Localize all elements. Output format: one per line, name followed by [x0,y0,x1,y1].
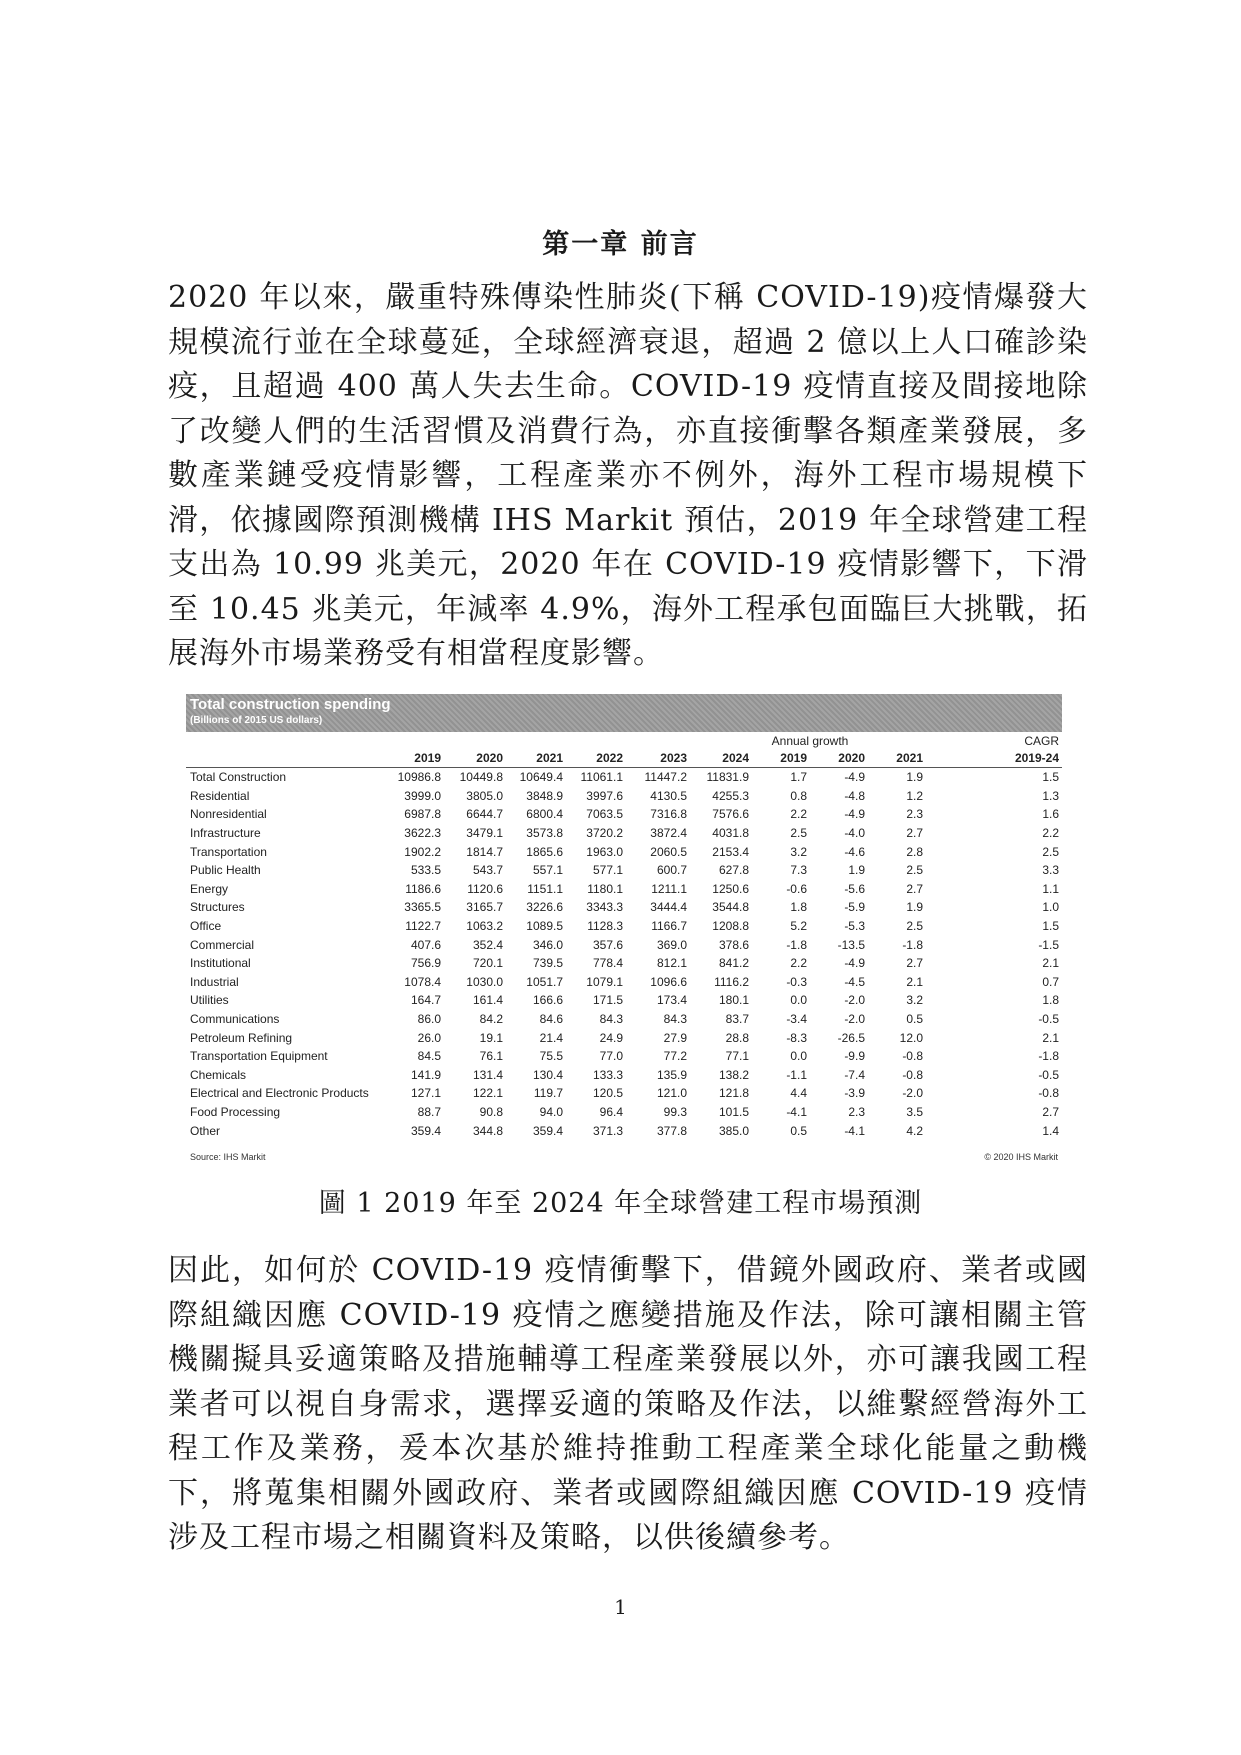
table-cell: -0.8 [902,1049,923,1064]
table-cell: 1116.2 [714,974,749,989]
table-cell: 1063.2 [466,919,503,934]
table-cell: 84.6 [539,1012,563,1027]
table-cell: 86.0 [417,1012,441,1027]
table-cell: -2.0 [844,1012,865,1027]
table-cell: 1.1 [1042,881,1059,896]
table-cell: 164.7 [410,993,441,1008]
table-cell: 1.6 [1042,807,1059,822]
table-cell: -1.5 [1038,937,1059,952]
table-cell: 2.1 [906,974,923,989]
table-cell: 357.6 [592,937,623,952]
table-cell: 0.0 [790,993,807,1008]
table-row [186,880,1062,899]
row-label: Electrical and Electronic Products [190,1086,369,1101]
table-cell: 84.3 [599,1012,623,1027]
table-cell: -4.9 [844,770,865,785]
column-header: 2020 [810,749,868,768]
table-row [186,917,1062,936]
table-cell: 2.1 [1042,1030,1059,1045]
page-number: 1 [614,1595,627,1619]
column-header: 2020 [444,749,506,768]
table-cell: 2.2 [790,807,807,822]
table-cell: 84.3 [663,1012,687,1027]
table-cell: 841.2 [718,956,749,971]
table-cell: 26.0 [417,1030,441,1045]
table-cell: 19.1 [479,1030,503,1045]
table-cell: 2060.5 [650,844,687,859]
row-label: Structures [190,900,245,915]
table-cell: 2.5 [906,863,923,878]
row-label: Petroleum Refining [190,1030,293,1045]
table-cell: 10449.8 [459,770,503,785]
table-cell: 4255.3 [712,788,749,803]
table-cell: 2.7 [906,826,923,841]
table-cell: 0.7 [1042,974,1059,989]
table-cell: -4.9 [844,956,865,971]
table-cell: 28.8 [725,1030,749,1045]
table-cell: 84.5 [417,1049,441,1064]
table-cell: 84.2 [479,1012,503,1027]
row-label: Infrastructure [190,826,261,841]
table-row [186,805,1062,824]
table-cell: 2.2 [1042,826,1059,841]
table-cell: 76.1 [479,1049,503,1064]
table-cell: 1120.6 [467,881,503,896]
table-cell: 90.8 [479,1104,503,1119]
table-row [186,935,1062,954]
table-cell: 1250.6 [712,881,749,896]
table-cell: 3365.5 [404,900,441,915]
table-column-header [186,749,1062,768]
table-cell: 121.8 [718,1086,749,1101]
table-row [186,991,1062,1010]
table-cell: -3.9 [844,1086,865,1101]
table-cell: -8.3 [786,1030,807,1045]
table-cell: 3.2 [790,844,807,859]
table-cell: 1211.1 [651,881,687,896]
table-cell: 5.2 [790,919,807,934]
table-row [186,973,1062,992]
column-header: 2019 [382,749,444,768]
column-header: 2023 [626,749,690,768]
table-cell: 6644.7 [466,807,503,822]
table-cell: 180.1 [718,993,749,1008]
table-cell: 1.9 [848,863,865,878]
table-cell: 1963.0 [586,844,623,859]
table-cell: 1.2 [906,788,923,803]
table-cell: 4.2 [906,1123,923,1138]
table-cell: 359.4 [532,1123,563,1138]
table-cell: -1.1 [786,1067,807,1082]
table-cell: -0.5 [1038,1067,1059,1082]
table-cell: 1030.0 [466,974,503,989]
table-cell: 1089.5 [526,919,563,934]
table-cell: 3.2 [906,993,923,1008]
table-cell: 2.3 [906,807,923,822]
table-group-header [186,732,1062,749]
table-cell: 3848.9 [526,788,563,803]
table-cell: 739.5 [532,956,563,971]
table-row [186,824,1062,843]
table-cell: 135.9 [656,1067,687,1082]
row-label: Utilities [190,993,229,1008]
table-cell: -0.5 [1038,1012,1059,1027]
construction-spending-figure [186,694,1062,1168]
row-label: Chemicals [190,1067,247,1082]
table-cell: 756.9 [410,956,441,971]
table-row [186,1066,1062,1085]
table-cell: 75.5 [539,1049,563,1064]
column-header: 2021 [506,749,566,768]
table-cell: 6987.8 [404,807,441,822]
table-cell: 557.1 [532,863,563,878]
table-cell: 344.8 [472,1123,503,1138]
table-row [186,954,1062,973]
table-cell: 2.1 [1042,956,1059,971]
figure-header [186,694,1062,732]
row-label: Institutional [190,956,251,971]
table-cell: 3573.8 [526,826,563,841]
table-cell: 1.5 [1042,770,1059,785]
table-cell: 0.8 [790,788,807,803]
table-cell: -5.9 [844,900,865,915]
table-cell: 96.4 [599,1104,623,1119]
table-cell: -4.5 [844,974,865,989]
table-cell: -5.3 [844,919,865,934]
table-cell: 1079.1 [586,974,623,989]
table-cell: 133.3 [592,1067,623,1082]
table-cell: 11061.1 [580,770,623,785]
row-label: Food Processing [190,1104,281,1119]
table-cell: 7576.6 [712,807,749,822]
table-cell: -1.8 [902,937,923,952]
table-cell: -4.0 [844,826,865,841]
table-cell: 1.3 [1042,788,1059,803]
table-cell: 1122.7 [405,919,441,934]
table-cell: 2.3 [848,1104,865,1119]
figure-caption: 圖 1 2019 年至 2024 年全球營建工程市場預測 [318,1188,923,1219]
table-cell: 7.3 [790,863,807,878]
table-cell: -0.8 [1038,1086,1059,1101]
table-cell: 0.5 [790,1123,807,1138]
table-cell: 83.7 [725,1012,749,1027]
table-cell: 0.0 [790,1049,807,1064]
table-cell: 1151.1 [527,881,563,896]
chapter-title: 第一章 前言 [542,229,699,260]
table-cell: -4.1 [786,1104,807,1119]
table-cell: 27.9 [663,1030,687,1045]
table-cell: -4.1 [844,1123,865,1138]
table-row [186,1103,1062,1122]
table-cell: 1814.7 [466,844,503,859]
table-row [186,1121,1062,1140]
table-row [186,1084,1062,1103]
table-cell: -13.5 [837,937,865,952]
table-cell: 1078.4 [404,974,441,989]
table-cell: 127.1 [410,1086,441,1101]
table-cell: 3444.4 [650,900,687,915]
row-label: Total Construction [190,770,287,785]
column-header: 2019-24 [926,749,1062,768]
table-cell: 77.2 [663,1049,687,1064]
table-cell: 4130.5 [650,788,687,803]
table-cell: 3997.6 [586,788,623,803]
table-row [186,898,1062,917]
table-cell: 1902.2 [404,844,441,859]
table-cell: 2.8 [906,844,923,859]
table-cell: 346.0 [532,937,563,952]
table-cell: 99.3 [663,1104,687,1119]
table-cell: 1186.6 [405,881,441,896]
table-row [186,768,1062,787]
table-cell: 120.5 [592,1086,623,1101]
table-cell: 407.6 [410,937,441,952]
table-cell: 122.1 [472,1086,503,1101]
table-cell: 3.3 [1042,863,1059,878]
table-cell: -4.8 [844,788,865,803]
table-cell: -0.6 [786,881,807,896]
table-cell: -4.9 [844,807,865,822]
table-cell: -5.6 [844,881,865,896]
table-cell: 2.7 [906,881,923,896]
table-cell: 101.5 [718,1104,749,1119]
table-cell: 812.1 [656,956,687,971]
table-cell: 130.4 [532,1067,563,1082]
table-cell: 2.5 [1042,844,1059,859]
row-label: Industrial [190,974,239,989]
table-cell: -2.0 [902,1086,923,1101]
table-cell: 1.8 [790,900,807,915]
table-cell: 1.4 [1042,1123,1059,1138]
table-cell: 1.5 [1042,919,1059,934]
table-cell: 533.5 [410,863,441,878]
table-cell: -0.8 [902,1067,923,1082]
table-cell: 4031.8 [712,826,749,841]
column-header: 2019 [752,749,810,768]
table-cell: 352.4 [472,937,503,952]
table-cell: 2.2 [790,956,807,971]
table-cell: 3479.1 [466,826,503,841]
table-cell: 1.9 [906,900,923,915]
column-header: 2021 [868,749,926,768]
table-cell: 4.4 [790,1086,807,1101]
table-cell: 600.7 [656,863,687,878]
table-cell: -9.9 [844,1049,865,1064]
table-cell: 12.0 [899,1030,923,1045]
table-cell: 3720.2 [586,826,623,841]
row-label: Transportation Equipment [190,1049,328,1064]
cagr-header: CAGR [1024,733,1059,748]
row-label: Office [190,919,222,934]
table-cell: 3226.6 [526,900,563,915]
table-cell: 141.9 [410,1067,441,1082]
table-cell: 119.7 [533,1086,563,1101]
table-cell: 720.1 [472,956,503,971]
table-row [186,1028,1062,1047]
column-header: 2024 [690,749,752,768]
figure-title: Total construction spending [190,696,391,713]
table-cell: 7063.5 [586,807,623,822]
table-cell: 3544.8 [712,900,749,915]
table-cell: 3872.4 [650,826,687,841]
table-cell: 378.6 [718,937,749,952]
table-cell: 3.5 [906,1104,923,1119]
table-cell: -0.3 [786,974,807,989]
table-cell: 1128.3 [587,919,623,934]
table-cell: 1180.1 [587,881,623,896]
table-row [186,861,1062,880]
table-cell: 1865.6 [526,844,563,859]
row-label: Transportation [190,844,267,859]
intro-paragraph: 2020 年以來，嚴重特殊傳染性肺炎(下稱 COVID-19)疫情爆發大規模流行並在全球蔓延，全球經濟衰退，超過 2 億以上人口確診染疫，且超過 400 萬人失去生命。COVID-19 疫情直接及間接地除了改變人們的生活習慣及消費行為，亦直接衝擊各類產業發展，多數產業鏈受疫情影響，工程產業亦不例外，海外工程市場規模下滑，依據國際預測機構 IHS Markit 預估，2019 年全球營建工程支出為 10.99 兆美元，2020 年在 COVID-19 疫情影響下，下滑至 10.45 兆美元，年減率 4.9%，海外工程承包面臨巨大挑戰，拓展海外市場業務受有相當程度影響。 [168,280,1088,671]
row-label: Communications [190,1012,280,1027]
table-cell: 171.5 [592,993,623,1008]
table-cell: 1166.7 [651,919,687,934]
table-cell: 369.0 [656,937,687,952]
table-cell: 1208.8 [712,919,749,934]
table-cell: 2.7 [1042,1104,1059,1119]
table-cell: 11447.2 [644,770,687,785]
table-cell: 359.4 [410,1123,441,1138]
table-cell: 2.5 [906,919,923,934]
table-cell: 3165.7 [466,900,503,915]
column-header: 2022 [566,749,626,768]
table-cell: 1.9 [906,770,923,785]
table-cell: 3343.3 [586,900,623,915]
table-cell: 2.5 [790,826,807,841]
table-cell: 173.4 [656,993,687,1008]
table-row [186,842,1062,861]
table-cell: 385.0 [718,1123,749,1138]
row-label: Residential [190,788,250,803]
table-cell: 24.9 [599,1030,623,1045]
table-cell: -2.0 [844,993,865,1008]
table-cell: 3805.0 [466,788,503,803]
table-cell: 627.8 [718,863,749,878]
table-cell: 7316.8 [650,807,687,822]
table-cell: 11831.9 [706,770,749,785]
table-cell: 166.6 [532,993,563,1008]
table-cell: 10649.4 [519,770,563,785]
row-label: Other [190,1123,221,1138]
table-cell: 1.8 [1042,993,1059,1008]
table-cell: 161.4 [472,993,503,1008]
table-cell: 94.0 [539,1104,563,1119]
table-cell: -7.4 [844,1067,865,1082]
table-cell: -1.8 [786,937,807,952]
table-cell: 88.7 [417,1104,441,1119]
table-cell: -4.6 [844,844,865,859]
figure-source: Source: IHS Markit [190,1152,266,1162]
annual-growth-header: Annual growth [771,733,849,748]
table-cell: 1.0 [1042,900,1059,915]
table-cell: 77.0 [599,1049,623,1064]
table-body [186,768,1062,1140]
figure-copyright: © 2020 IHS Markit [984,1152,1058,1162]
table-cell: -3.4 [786,1012,807,1027]
table-cell: 0.5 [906,1012,923,1027]
table-cell: 138.2 [718,1067,749,1082]
table-cell: -1.8 [1038,1049,1059,1064]
row-label: Commercial [190,937,255,952]
table-row [186,1010,1062,1029]
table-cell: 2153.4 [712,844,749,859]
table-cell: -26.5 [837,1030,865,1045]
table-cell: 377.8 [656,1123,687,1138]
table-cell: 3999.0 [404,788,441,803]
table-cell: 3622.3 [404,826,441,841]
table-row [186,787,1062,806]
row-label: Energy [190,881,229,896]
spending-table [186,732,1062,1140]
table-cell: 77.1 [725,1049,749,1064]
table-cell: 131.4 [472,1067,503,1082]
figure-subtitle: (Billions of 2015 US dollars) [190,715,323,726]
row-label: Public Health [190,863,261,878]
followup-paragraph: 因此，如何於 COVID-19 疫情衝擊下，借鏡外國政府、業者或國際組織因應 COVID-19 疫情之應變措施及作法，除可讓相關主管機關擬具妥適策略及措施輔導工程產業發展以外，亦可讓我國工程業者可以視自身需求，選擇妥適的策略及作法，以維繫經營海外工程工作及業務，爰本次基於維持推動工程產業全球化能量之動機下，將蒐集相關外國政府、業者或國際組織因應 COVID-19 疫情涉及工程市場之相關資料及策略，以供後續參考。 [168,1253,1088,1555]
row-label: Nonresidential [190,807,267,822]
table-cell: 778.4 [592,956,623,971]
table-cell: 371.3 [592,1123,623,1138]
table-cell: 10986.8 [397,770,441,785]
table-cell: 1.7 [790,770,807,785]
table-row [186,1047,1062,1066]
table-cell: 577.1 [592,863,623,878]
table-cell: 1096.6 [650,974,687,989]
table-cell: 6800.4 [526,807,563,822]
table-cell: 543.7 [472,863,503,878]
table-cell: 21.4 [539,1030,563,1045]
table-cell: 121.0 [656,1086,687,1101]
table-cell: 1051.7 [526,974,563,989]
table-cell: 2.7 [906,956,923,971]
